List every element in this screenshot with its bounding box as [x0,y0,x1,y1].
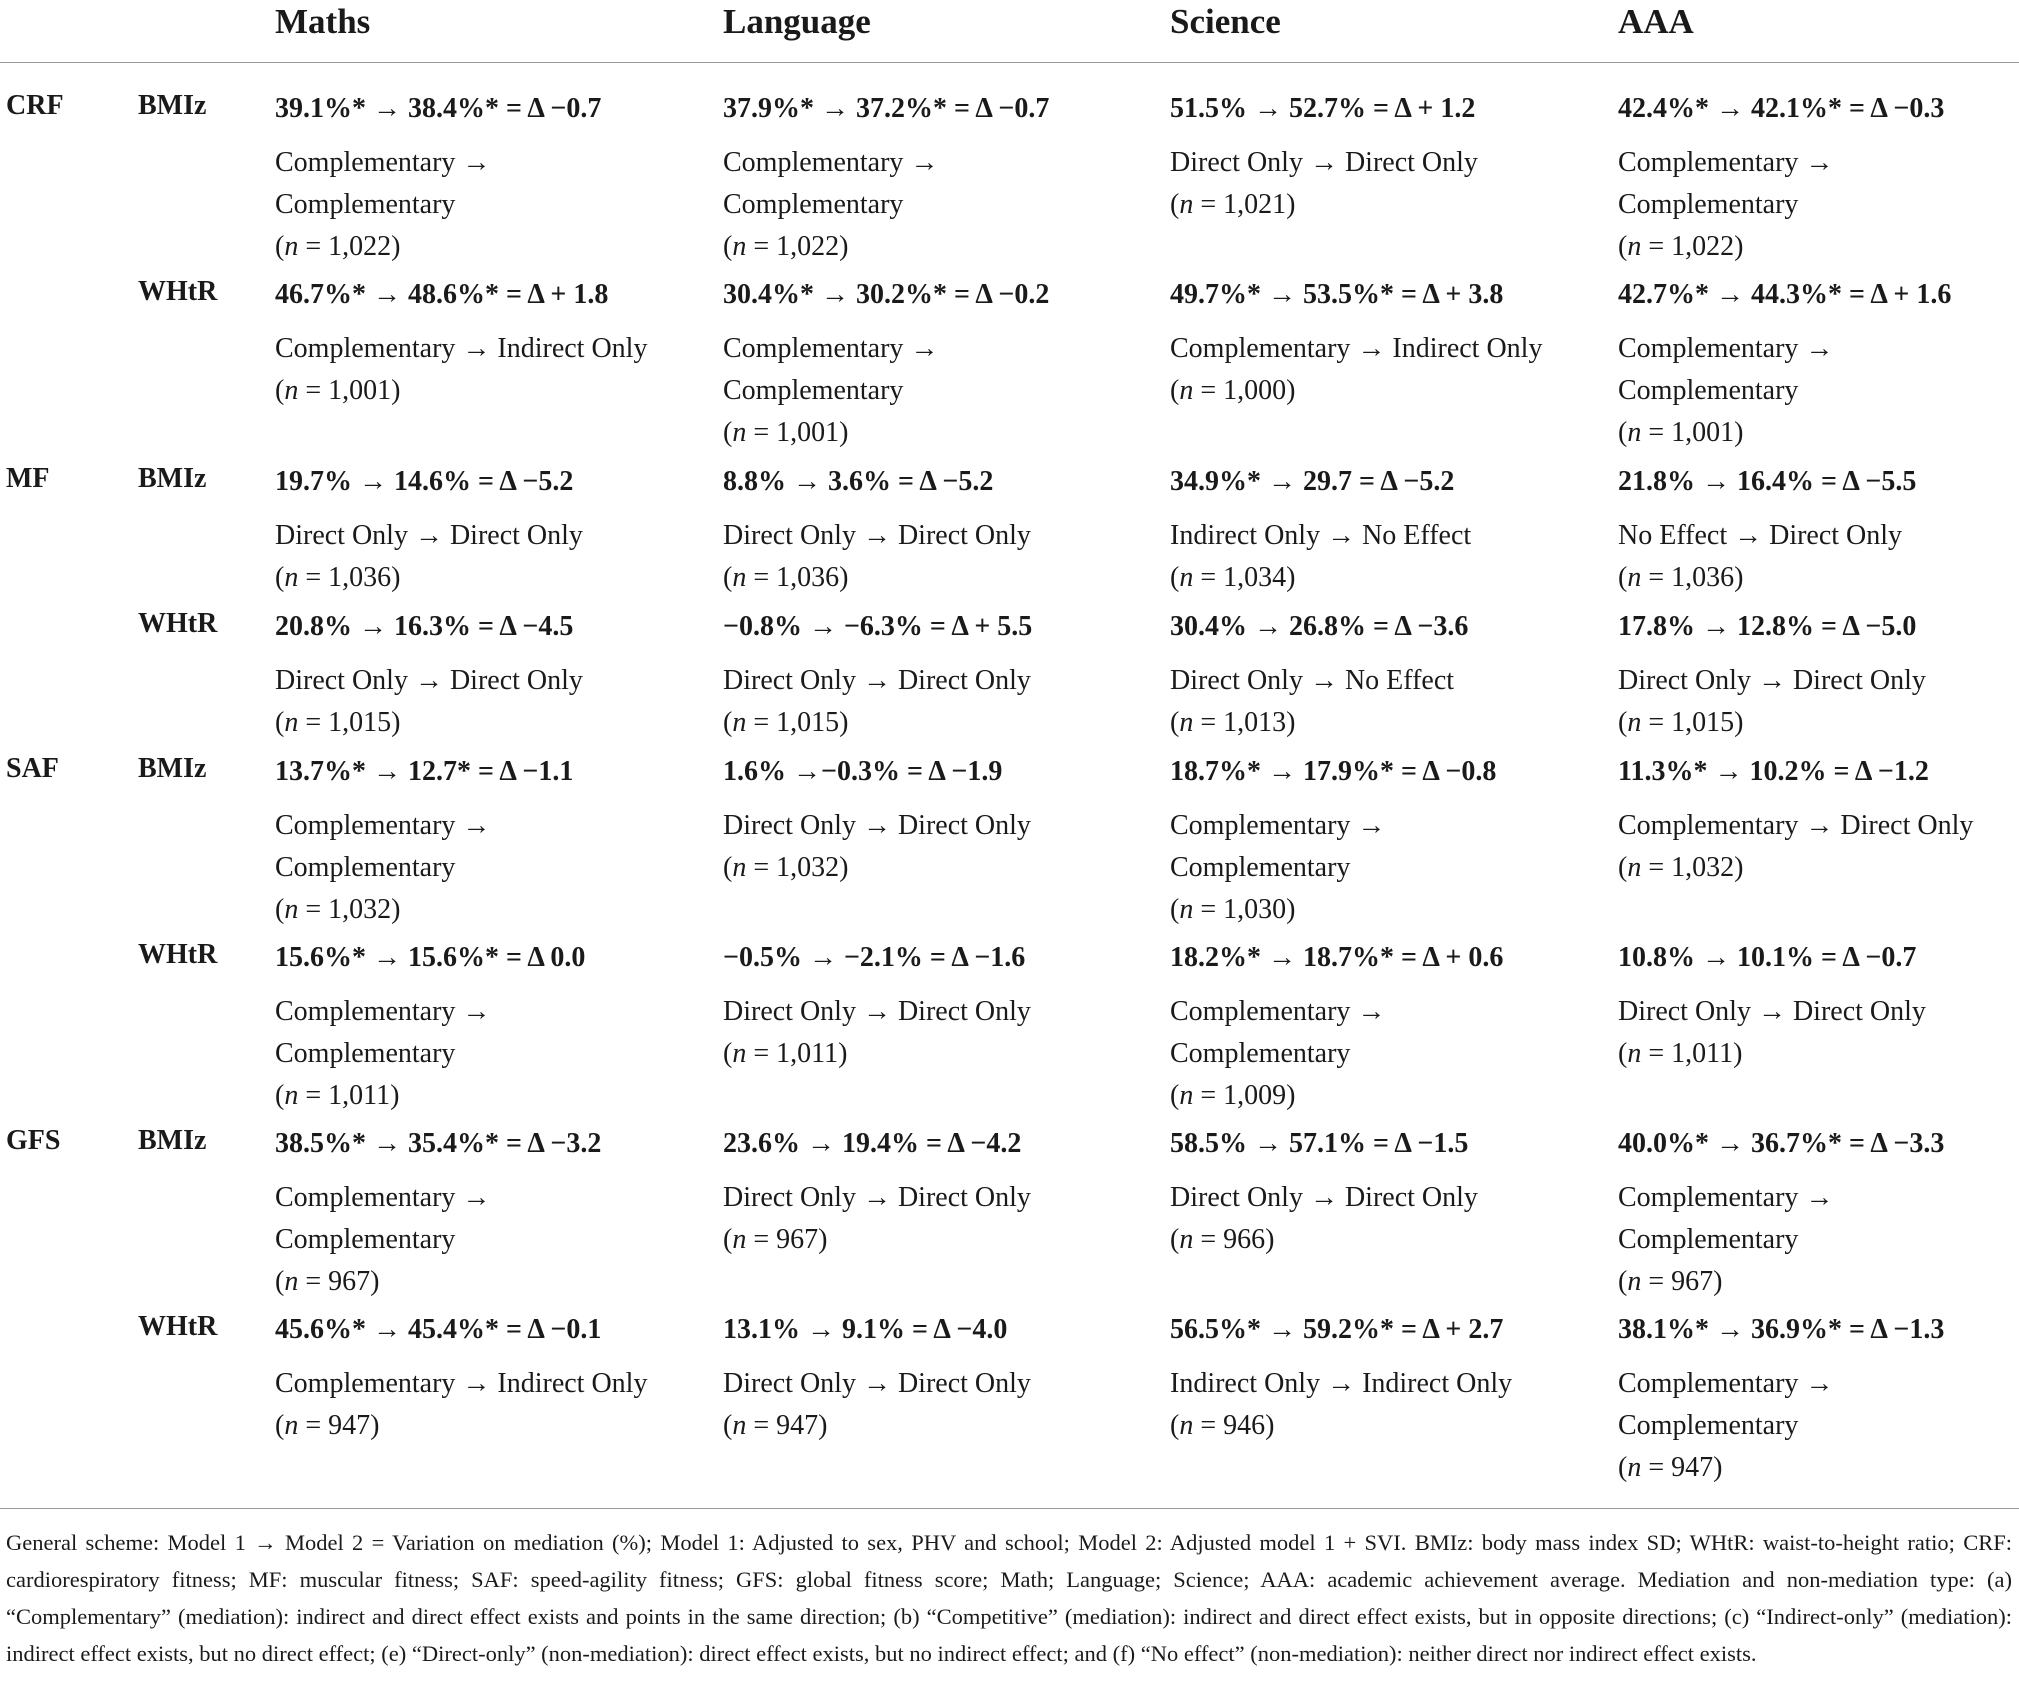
sample-size: (n = 1,015) [275,707,401,738]
table-cell [275,1125,601,1303]
mediation-variation: 38.5%* → 35.4%* = Δ −3.2 [275,1128,602,1159]
mediation-type: Complementary [723,189,904,220]
table-cell [1618,753,1973,889]
table-cell [723,608,1032,744]
mediation-type: Complementary [1618,375,1799,406]
mediation-type: Direct Only → Direct Only [1618,996,1926,1027]
row-sub-label: WHtR [138,276,218,307]
mediation-type: Complementary → Indirect Only [275,333,648,364]
mediation-type: Direct Only → Direct Only [1170,147,1478,178]
mediation-variation: 10.8% → 10.1% = Δ −0.7 [1618,942,1917,973]
table-cell [723,90,1049,268]
sample-size: (n = 1,036) [275,562,401,593]
table-cell [1618,608,1926,744]
table-cell [723,276,1049,454]
sample-size: (n = 1,022) [723,231,849,262]
mediation-type: Complementary → [1170,810,1386,841]
row-group-label: GFS [6,1125,61,1156]
table-cell [723,1125,1031,1261]
table-cell [1618,1311,1944,1489]
mediation-variation: 42.7%* → 44.3%* = Δ + 1.6 [1618,279,1952,310]
sample-size: (n = 1,036) [1618,562,1744,593]
table-footnote: General scheme: Model 1 → Model 2 = Variation on mediation (%); Model 1: Adjusted to sex, PHV and school; Model 2: Adjusted model 1 + SVI. BMIz: body mass index SD; WHtR: waist-to-height ratio; CRF: cardiorespiratory fitness; MF: muscular fitness; SAF: speed-agility fitness; GFS: global fitness score; Math; Language; Science; AAA: academic achievement average. Mediation and non-mediation type: (a) “Complementary” (mediation): indirect and direct effect exists and points in the same direction; (b) “Competitive” (mediation): indirect and direct effect exists, but in opposite directions; (c) “Indirect-only” (mediation): indirect effect exists, but no direct effect; (e) “Direct-only” (non-mediation): direct effect exists, but no indirect effect; and (f) “No effect” (non-mediation): neither direct nor indirect effect exists. [6,1530,2012,1666]
mediation-type: Complementary [1618,1224,1799,1255]
mediation-variation: 45.6%* → 45.4%* = Δ −0.1 [275,1314,602,1345]
sample-size: (n = 1,013) [1170,707,1296,738]
table-cell [1618,276,1951,454]
mediation-type: Complementary [275,189,456,220]
row-sub-label: WHtR [138,939,218,970]
mediation-type: Complementary → [723,333,939,364]
mediation-variation: −0.8% → −6.3% = Δ + 5.5 [723,611,1033,642]
column-header-aaa: AAA [1618,2,1694,41]
row-sub-label: WHtR [138,1311,218,1342]
table-cell [275,608,583,744]
mediation-variation: 30.4%* → 30.2%* = Δ −0.2 [723,279,1050,310]
mediation-type: Complementary → Indirect Only [275,1368,648,1399]
column-header-language: Language [723,2,871,41]
mediation-variation: 42.4%* → 42.1%* = Δ −0.3 [1618,93,1945,124]
mediation-type: Complementary [723,375,904,406]
mediation-type: Complementary → Indirect Only [1170,333,1543,364]
column-header-science: Science [1170,2,1281,41]
mediation-type: Direct Only → Direct Only [1170,1182,1478,1213]
sample-size: (n = 967) [1618,1266,1723,1297]
mediation-variation: 19.7% → 14.6% = Δ −5.2 [275,466,574,497]
mediation-type: Complementary [1618,1410,1799,1441]
mediation-type: Direct Only → Direct Only [723,996,1031,1027]
sample-size: (n = 947) [723,1410,828,1441]
table-cell [1170,90,1478,226]
mediation-variation: 8.8% → 3.6% = Δ −5.2 [723,466,994,497]
table-cell [1618,939,1926,1075]
sample-size: (n = 967) [723,1224,828,1255]
mediation-type: Direct Only → Direct Only [723,810,1031,841]
mediation-type: No Effect → Direct Only [1618,520,1903,551]
mediation-type: Direct Only → Direct Only [723,1368,1031,1399]
mediation-type: Complementary → [723,147,939,178]
table-cell [723,753,1031,889]
mediation-type: Direct Only → Direct Only [723,520,1031,551]
mediation-type: Complementary [1170,852,1351,883]
mediation-type: Complementary [275,852,456,883]
mediation-type: Complementary → [1618,1182,1834,1213]
sample-size: (n = 1,001) [275,375,401,406]
mediation-variation: 1.6% →−0.3% = Δ −1.9 [723,756,1003,787]
sample-size: (n = 1,030) [1170,894,1296,925]
mediation-type: Complementary → Direct Only [1618,810,1974,841]
sample-size: (n = 946) [1170,1410,1275,1441]
sample-size: (n = 967) [275,1266,380,1297]
mediation-type: Complementary → [275,996,491,1027]
table-cell [275,939,585,1117]
sample-size: (n = 1,001) [1618,417,1744,448]
mediation-type: Complementary [275,1224,456,1255]
sample-size: (n = 1,021) [1170,189,1296,220]
mediation-type: Complementary [1618,189,1799,220]
sample-size: (n = 1,011) [723,1038,848,1069]
sample-size: (n = 1,022) [1618,231,1744,262]
mediation-type: Indirect Only → No Effect [1170,520,1472,551]
sample-size: (n = 947) [1618,1452,1723,1483]
mediation-type: Complementary → [275,810,491,841]
table-cell [1618,1125,1944,1303]
table-cell [1170,1311,1512,1447]
table-cell [1170,939,1503,1117]
sample-size: (n = 1,015) [1618,707,1744,738]
mediation-type: Direct Only → Direct Only [275,665,583,696]
mediation-type: Direct Only → Direct Only [723,1182,1031,1213]
sample-size: (n = 1,011) [275,1080,400,1111]
row-sub-label: BMIz [138,90,207,121]
mediation-variation: 49.7%* → 53.5%* = Δ + 3.8 [1170,279,1504,310]
mediation-type: Complementary [275,1038,456,1069]
row-group-label: MF [6,463,50,494]
sample-size: (n = 1,032) [1618,852,1744,883]
mediation-type: Complementary [1170,1038,1351,1069]
table-cell [1618,463,1916,599]
column-header-maths: Maths [275,2,371,41]
row-sub-label: BMIz [138,753,207,784]
sample-size: (n = 1,022) [275,231,401,262]
footer-rule [0,1508,2019,1509]
sample-size: (n = 1,034) [1170,562,1296,593]
table-cell [1170,753,1496,931]
mediation-variation: 46.7%* → 48.6%* = Δ + 1.8 [275,279,609,310]
mediation-type: Direct Only → No Effect [1170,665,1455,696]
table-cell [1170,608,1468,744]
mediation-variation: 13.7%* → 12.7* = Δ −1.1 [275,756,574,787]
sample-size: (n = 1,001) [723,417,849,448]
table-cell [275,753,573,931]
sample-size: (n = 947) [275,1410,380,1441]
mediation-variation: 38.1%* → 36.9%* = Δ −1.3 [1618,1314,1945,1345]
mediation-variation: 18.2%* → 18.7%* = Δ + 0.6 [1170,942,1504,973]
mediation-variation: 39.1%* → 38.4%* = Δ −0.7 [275,93,602,124]
table-cell [275,90,601,268]
sample-size: (n = 966) [1170,1224,1275,1255]
sample-size: (n = 1,032) [275,894,401,925]
mediation-type: Indirect Only → Indirect Only [1170,1368,1513,1399]
table-cell [1170,276,1542,412]
table-header [0,0,2019,60]
row-group-label: SAF [6,753,59,784]
table-cell [723,1311,1031,1447]
mediation-variation: 51.5% → 52.7% = Δ + 1.2 [1170,93,1476,124]
mediation-variation: 20.8% → 16.3% = Δ −4.5 [275,611,574,642]
mediation-variation: 30.4% → 26.8% = Δ −3.6 [1170,611,1469,642]
mediation-variation: 15.6%* → 15.6%* = Δ 0.0 [275,942,586,973]
mediation-variation: 21.8% → 16.4% = Δ −5.5 [1618,466,1917,497]
mediation-variation: 11.3%* → 10.2% = Δ −1.2 [1618,756,1929,787]
mediation-variation: 34.9%* → 29.7 = Δ −5.2 [1170,466,1455,497]
mediation-type: Complementary → [275,147,491,178]
mediation-variation: 23.6% → 19.4% = Δ −4.2 [723,1128,1022,1159]
mediation-variation: 17.8% → 12.8% = Δ −5.0 [1618,611,1917,642]
sample-size: (n = 1,009) [1170,1080,1296,1111]
header-rule [0,62,2019,63]
mediation-type: Complementary → [1170,996,1386,1027]
mediation-variation: 58.5% → 57.1% = Δ −1.5 [1170,1128,1469,1159]
mediation-type: Direct Only → Direct Only [275,520,583,551]
mediation-type: Complementary → [1618,147,1834,178]
mediation-variation: 56.5%* → 59.2%* = Δ + 2.7 [1170,1314,1504,1345]
mediation-type: Complementary → [1618,1368,1834,1399]
sample-size: (n = 1,000) [1170,375,1296,406]
mediation-type: Complementary → [275,1182,491,1213]
mediation-variation: 18.7%* → 17.9%* = Δ −0.8 [1170,756,1497,787]
mediation-variation: 40.0%* → 36.7%* = Δ −3.3 [1618,1128,1945,1159]
row-sub-label: BMIz [138,463,207,494]
row-sub-label: WHtR [138,608,218,639]
row-group-label: CRF [6,90,64,121]
table-cell [1170,463,1471,599]
sample-size: (n = 1,011) [1618,1038,1743,1069]
sample-size: (n = 1,015) [723,707,849,738]
table-cell [275,1311,647,1447]
table-cell [275,463,583,599]
mediation-type: Direct Only → Direct Only [1618,665,1926,696]
mediation-variation: 13.1% → 9.1% = Δ −4.0 [723,1314,1008,1345]
sample-size: (n = 1,036) [723,562,849,593]
table-cell [275,276,647,412]
mediation-variation: 37.9%* → 37.2%* = Δ −0.7 [723,93,1050,124]
mediation-type: Direct Only → Direct Only [723,665,1031,696]
mediation-type: Complementary → [1618,333,1834,364]
table-cell [1170,1125,1478,1261]
sample-size: (n = 1,032) [723,852,849,883]
table-cell [1618,90,1944,268]
mediation-variation: −0.5% → −2.1% = Δ −1.6 [723,942,1026,973]
row-sub-label: BMIz [138,1125,207,1156]
table-cell [723,463,1031,599]
table-cell [723,939,1031,1075]
